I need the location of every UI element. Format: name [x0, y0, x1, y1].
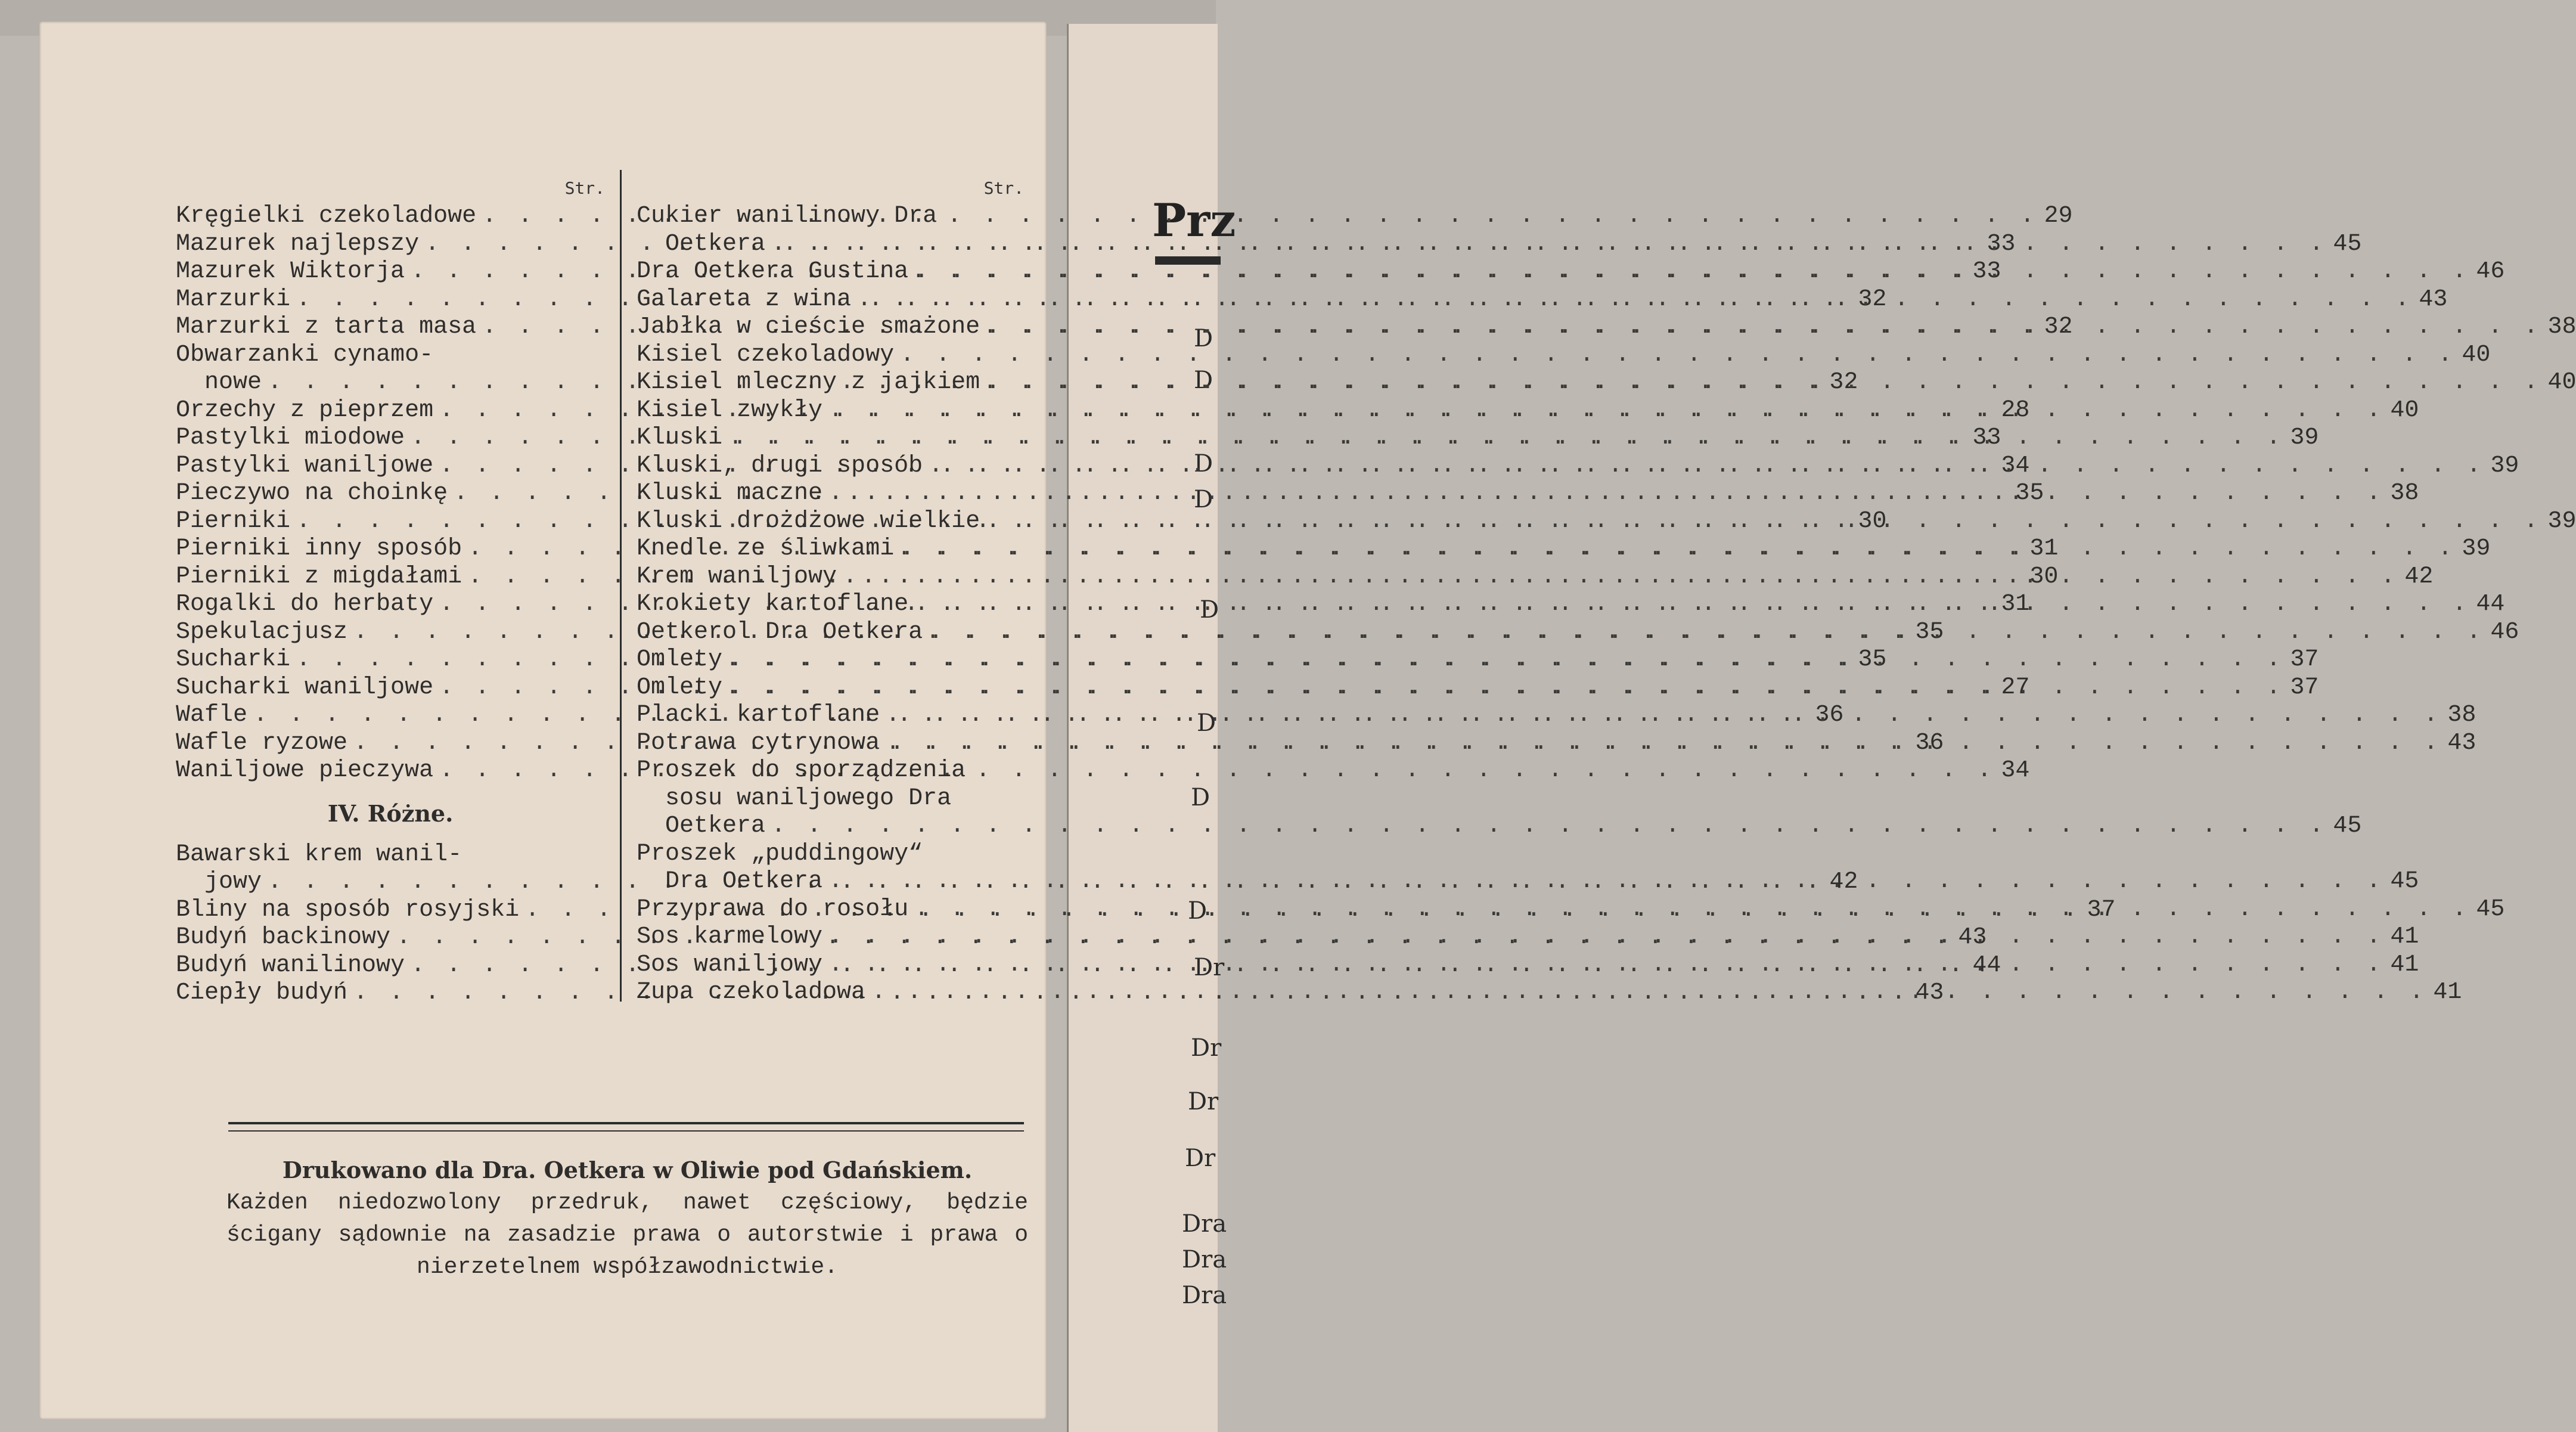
entry-title: Budyń wanilinowy: [176, 951, 405, 979]
entry-page-number: 33: [1972, 258, 2001, 285]
entry-title: Rogalki do herbaty: [176, 591, 434, 618]
entry-title: Spekulacjusz: [176, 618, 348, 646]
facing-page-line: D: [1194, 367, 1213, 394]
entry-title: Jabłka w cieście smażone: [637, 314, 980, 340]
page-column-label: Str.: [564, 178, 605, 198]
entry-page-number: 37: [2290, 674, 2319, 701]
facing-page-line: Dra: [1182, 1246, 1227, 1273]
entry-title: Pieczywo na choinkę: [176, 480, 448, 507]
entry-page-number: 32: [2044, 314, 2073, 340]
entry-title: Oetkera: [665, 813, 766, 839]
entry-title: Obwarzanki cynamo-: [176, 341, 434, 368]
entry-title: Marzurki z tarta masa: [176, 314, 477, 340]
entry-page-number: 43: [1958, 924, 1987, 951]
entry-title: Kluski, drugi sposób: [637, 452, 923, 479]
index-entry: [637, 813, 2362, 841]
entry-title: Mazurek najlepszy: [176, 230, 420, 258]
index-entry: [637, 341, 2491, 370]
entry-page-number: 29: [2044, 203, 2073, 230]
dot-leader: [914, 591, 2470, 619]
entry-page-number: 41: [2390, 951, 2419, 978]
entry-page-number: 33: [1972, 424, 2001, 451]
entry-page-number: 27: [2001, 674, 2030, 701]
entry-title: Kisiel zwykły: [637, 396, 823, 424]
facing-page-line: D: [1194, 450, 1213, 478]
entry-title: Kluski: [637, 424, 723, 451]
entry-title: Marzurki: [176, 286, 291, 313]
entry-page-number: 45: [2390, 868, 2419, 895]
dot-leader: [900, 535, 2456, 563]
entry-title: Wafle: [176, 702, 248, 729]
entry-page-number: 39: [2462, 535, 2491, 562]
dot-leader: [871, 979, 2427, 1007]
entry-page-number: 37: [2087, 896, 2116, 923]
facing-page-line: Dr: [1194, 954, 1225, 981]
facing-page-line: D: [1194, 486, 1213, 513]
entry-page-number: 44: [1972, 951, 2001, 979]
dot-leader: [986, 508, 2541, 536]
footer-rule-thin: [228, 1130, 1024, 1132]
facing-page-line: Dr: [1188, 1088, 1219, 1115]
dot-leader: [771, 813, 2327, 841]
entry-page-number: 44: [2476, 591, 2505, 618]
facing-page-line: D: [1191, 784, 1211, 811]
entry-title: Kluski maczne: [637, 480, 823, 507]
entry-page-number: 33: [1987, 230, 2016, 258]
entry-page-number: 38: [2390, 480, 2419, 507]
entry-title: Krem waniljowy: [637, 563, 837, 590]
entry-page-number: 35: [2015, 480, 2044, 507]
entry-page-number: 43: [1915, 980, 1944, 1006]
entry-page-number: 42: [1829, 869, 1858, 895]
entry-title: Dra Oetkera Gustina: [637, 258, 909, 285]
entry-title: Sucharki: [176, 646, 291, 673]
entry-title: Omlety: [637, 646, 723, 673]
copyright-notice: Każden niedozwolony przedruk, nawet częściowy, będzie ścigany sądownie na zasadzie prawa o autorstwie i prawa o nierzetelnem współzawodnictwie.: [226, 1190, 1028, 1280]
entry-page-number: 41: [2433, 979, 2462, 1006]
entry-page-number: 45: [2476, 895, 2505, 923]
entry-title: Potrawa cytrynowa: [637, 729, 880, 757]
entry-page-number: 46: [2476, 258, 2505, 285]
dot-leader: [843, 563, 2398, 591]
entry-title: Omlety: [637, 674, 723, 701]
dot-leader: [728, 424, 2284, 452]
dot-leader: [929, 452, 2484, 481]
dot-leader: [986, 369, 2541, 397]
entry-page-number: 41: [2390, 923, 2419, 950]
entry-title: Pierniki inny sposób: [176, 535, 463, 562]
entry-page-number: 28: [2001, 396, 2030, 424]
entry-title: Krokiety kartoflane: [637, 591, 909, 618]
entry-title: Bawarski krem wanil-: [176, 841, 463, 868]
entry-title: Oetkera: [665, 230, 766, 258]
page-column-label: Str.: [983, 178, 1024, 198]
footer-rule: [228, 1122, 1024, 1124]
dot-leader: [929, 619, 2484, 647]
entry-title: Pastylki miodowe: [176, 424, 405, 451]
entry-title: Sos waniljowy: [637, 951, 823, 978]
entry-title: Sos karmelowy: [637, 923, 823, 950]
index-entry: [637, 785, 1024, 813]
facing-page-line: D: [1197, 709, 1216, 737]
dot-leader: [886, 730, 2441, 758]
entry-page-number: 38: [2547, 314, 2576, 340]
index-entry: [176, 841, 605, 869]
entry-page-number: 30: [1858, 507, 1887, 535]
entry-title: Placki kartoflane: [637, 702, 880, 729]
printed-for-line: Drukowano dla Dra. Oetkera w Oliwie pod Gdańskiem.: [282, 1157, 973, 1183]
dot-leader: [828, 923, 2384, 951]
entry-title: Bliny na sposób rosyjski: [176, 896, 520, 923]
entry-page-number: 45: [2333, 813, 2362, 839]
entry-title: Proszek „puddingowy“: [637, 840, 923, 867]
entry-title: Dra Oetkera: [665, 868, 823, 895]
entry-page-number: 45: [2333, 230, 2362, 258]
entry-title: Waniljowe pieczywa: [176, 757, 434, 784]
entry-page-number: 39: [2490, 452, 2519, 479]
entry-title: Ciepły budyń: [176, 980, 348, 1006]
entry-page-number: 40: [2462, 341, 2491, 368]
entry-page-number: 34: [2001, 757, 2030, 784]
entry-title: Proszek do sporządzenia: [637, 757, 966, 784]
imprint-footer: [226, 1154, 1028, 1284]
entry-page-number: 43: [2447, 729, 2476, 757]
facing-page-line: Dr: [1191, 1034, 1222, 1062]
entry-title: jowy: [204, 869, 262, 895]
entry-title: Knedle ze śliwkami: [637, 535, 895, 562]
entry-page-number: 40: [2390, 396, 2419, 424]
section-title: IV. Różne.: [327, 799, 454, 827]
dot-leader: [828, 397, 2384, 425]
entry-page-number: 35: [1915, 618, 1944, 646]
dot-leader: [728, 646, 2284, 674]
index-entry: [637, 841, 1024, 869]
entry-page-number: 30: [2029, 563, 2059, 590]
dot-leader: [986, 314, 2541, 342]
dot-leader: [828, 868, 2384, 896]
entry-page-number: 31: [2029, 535, 2059, 562]
entry-title: Oetkerol Dra Oetkera: [637, 618, 923, 646]
dot-leader: [857, 286, 2413, 314]
facing-page-line: D: [1194, 325, 1213, 352]
facing-page-line: Dra: [1182, 1210, 1227, 1238]
entry-title: Budyń backinowy: [176, 924, 391, 951]
dot-leader: [886, 702, 2441, 730]
dot-leader: [900, 342, 2456, 370]
facing-page-line: D: [1188, 897, 1208, 925]
entry-title: Galareta z wina: [637, 286, 852, 313]
dot-leader: [914, 258, 2470, 286]
entry-title: Mazurek Wiktorja: [176, 258, 405, 285]
entry-page-number: 46: [2490, 618, 2519, 646]
facing-page-line: Dr: [1185, 1145, 1216, 1172]
entry-page-number: 42: [2404, 563, 2434, 590]
entry-title: Pierniki: [176, 507, 291, 535]
entry-page-number: 32: [1858, 286, 1887, 313]
entry-page-number: 43: [2419, 286, 2448, 313]
entry-page-number: 39: [2290, 424, 2319, 451]
entry-title: Kisiel czekoladowy: [637, 341, 895, 368]
dot-leader: [828, 951, 2384, 980]
entry-page-number: 36: [1815, 702, 1844, 729]
entry-title: nowe: [204, 369, 262, 396]
entry-page-number: 32: [1829, 369, 1858, 396]
dot-leader: [771, 231, 2327, 259]
entry-title: Kisiel mleczny z jajkiem: [637, 369, 980, 396]
entry-page-number: 40: [2547, 369, 2576, 396]
facing-page-line: D: [1200, 596, 1219, 624]
entry-page-number: 39: [2547, 507, 2576, 535]
dot-leader: [914, 896, 2470, 924]
entry-page-number: 37: [2290, 646, 2319, 673]
facing-page-title: Prz: [1152, 194, 1236, 247]
index-entry: [637, 757, 1024, 785]
entry-title: Cukier wanilinowy Dra: [637, 203, 938, 230]
index-entry: [637, 203, 1024, 231]
facing-page-line: Dra: [1182, 1282, 1227, 1309]
entry-title: Kluski drożdżowe wielkie: [637, 507, 980, 535]
entry-page-number: 31: [2001, 591, 2030, 618]
index-entry: [176, 342, 605, 370]
entry-title: Wafle ryzowe: [176, 729, 348, 757]
entry-page-number: 35: [1858, 646, 1887, 673]
entry-page-number: 34: [2001, 452, 2030, 479]
entry-title: Zupa czekoladowa: [637, 979, 866, 1006]
entry-page-number: 38: [2447, 702, 2476, 729]
entry-title: Pastylki waniljowe: [176, 452, 434, 479]
entry-title: Pierniki z migdałami: [176, 563, 463, 590]
dot-leader: [828, 480, 2384, 508]
entry-title: sosu waniljowego Dra: [665, 785, 952, 812]
entry-title: Kręgielki czekoladowe: [176, 203, 477, 230]
entry-page-number: 36: [1915, 729, 1944, 757]
entry-title: Orzechy z pieprzem: [176, 396, 434, 424]
dot-leader: [728, 674, 2284, 702]
entry-title: Przyprawa do rosołu: [637, 895, 909, 923]
entry-title: Sucharki waniljowe: [176, 674, 434, 701]
